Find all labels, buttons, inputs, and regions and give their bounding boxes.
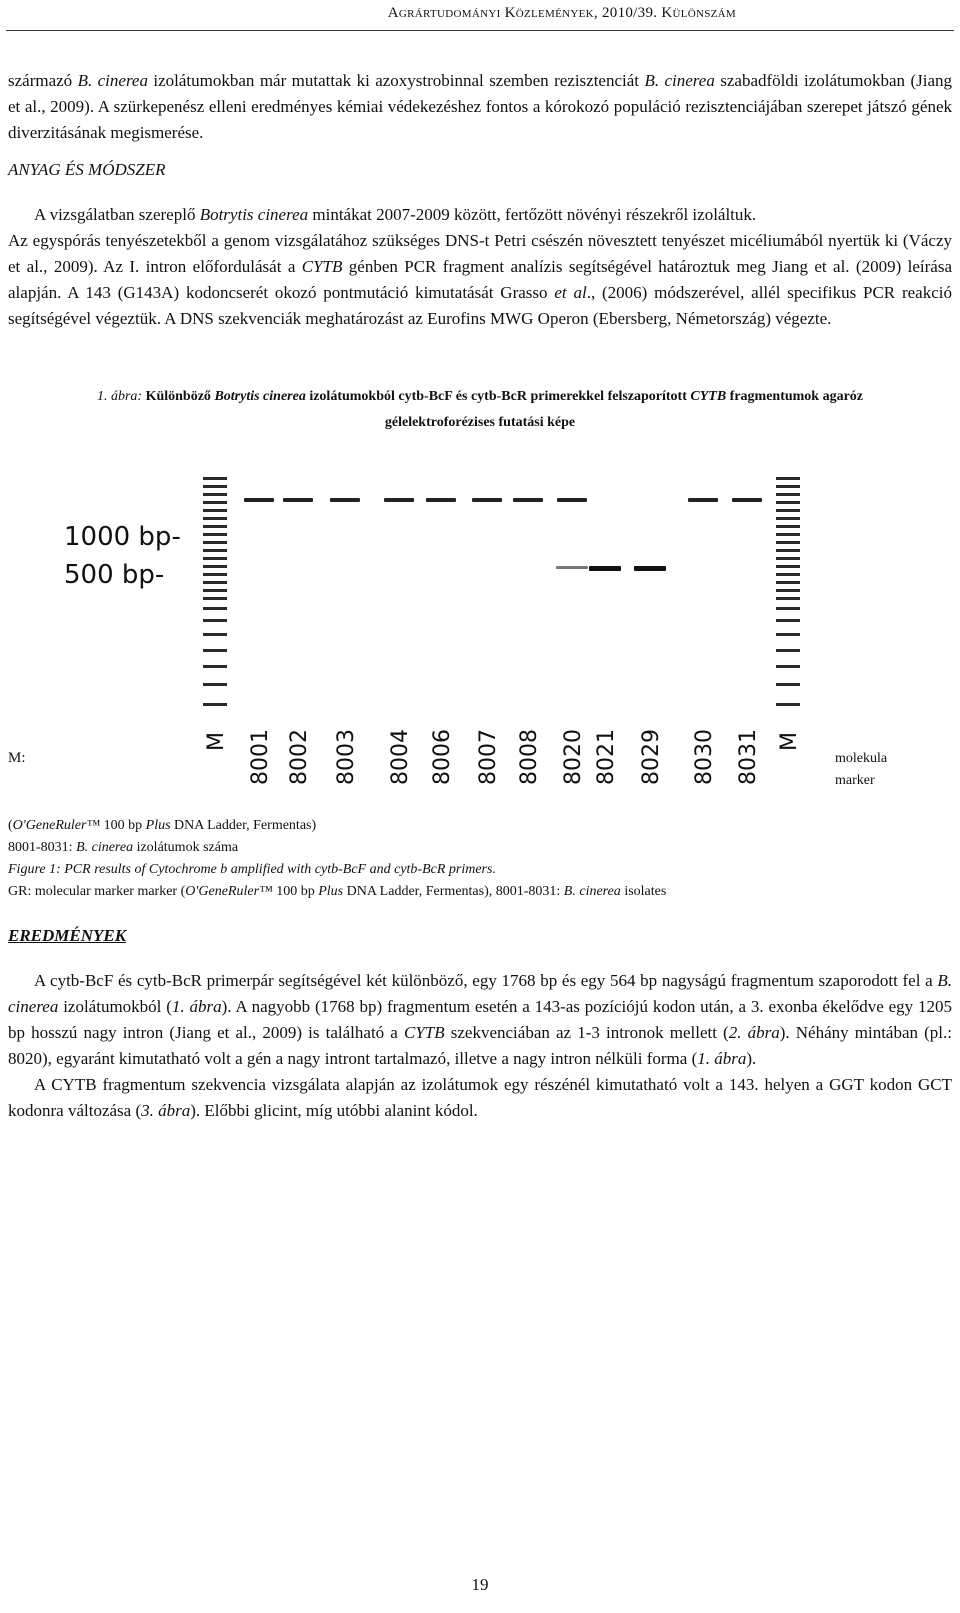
ladder-band — [203, 607, 227, 610]
lane-label-8003: 8003 — [334, 729, 359, 785]
ladder-band — [203, 703, 227, 706]
lane-label-8001: 8001 — [248, 729, 273, 785]
ladder-band — [776, 649, 800, 652]
header-rule — [6, 30, 954, 31]
gel-electrophoresis-image — [185, 465, 826, 795]
band-upper-8031 — [732, 498, 762, 502]
note-gr: GR: molecular marker marker (O'GeneRuler™ 100 bp Plus DNA Ladder, Fermentas), 8001-8031: B. cinerea isolates — [8, 884, 667, 899]
running-header — [0, 0, 960, 40]
band-lower-8021 — [589, 566, 621, 571]
ladder-band — [203, 597, 227, 600]
band-lower-8029 — [634, 566, 666, 571]
ladder-band — [776, 633, 800, 636]
ladder-band — [203, 533, 227, 536]
ladder-band — [776, 565, 800, 568]
band-upper-8020 — [557, 498, 587, 502]
lane-label-8002: 8002 — [287, 729, 312, 785]
ladder-band — [776, 683, 800, 686]
band-upper-8001 — [244, 498, 274, 502]
ladder-band — [776, 549, 800, 552]
lane-label-8004: 8004 — [388, 729, 413, 785]
ladder-band — [203, 619, 227, 622]
ladder-band — [203, 541, 227, 544]
ladder-band — [203, 683, 227, 686]
lane-label-marker-left: M — [204, 732, 229, 751]
band-upper-8003 — [330, 498, 360, 502]
ladder-band — [203, 525, 227, 528]
results-heading: EREDMÉNYEK — [8, 926, 127, 945]
ladder-band — [203, 517, 227, 520]
lane-label-8007: 8007 — [476, 729, 501, 785]
ladder-band — [203, 581, 227, 584]
ladder-band — [776, 485, 800, 488]
ladder-band — [776, 619, 800, 622]
intro-paragraph: származó B. cinerea izolátumokban már mutattak ki azoxystrobinnal szemben rezisztenciát B. cinerea szabadföldi izolátumokban (Jiang et al., 2009). A szürkepenész elleni eredményes kémiai védekezéshez fontos a kórokozó populáció rezisztenciájában szerepet játszó gének diverzitásának megismerése. — [8, 71, 952, 142]
ladder-band — [776, 573, 800, 576]
band-lower-8020 — [556, 566, 588, 569]
ladder-band — [776, 703, 800, 706]
gel-background — [185, 465, 826, 720]
journal-title: Agrártudományi Közlemények, 2010/39. Különszám — [387, 5, 736, 21]
lane-label-marker-right: M — [777, 732, 802, 751]
ladder-band — [776, 493, 800, 496]
ladder-band — [203, 509, 227, 512]
ladder-band — [776, 581, 800, 584]
band-upper-8030 — [688, 498, 718, 502]
ladder-band — [203, 557, 227, 560]
results-paragraph: A cytb-BcF és cytb-BcR primerpár segítségével két különböző, egy 1768 bp és egy 564 bp nagyságú fragmentum szaporodott fel a B. cinerea izolátumokból (1. ábra). A nagyobb (1768 bp) fragmentum esetén a 143-as pozíciójú kodon után, a 3. exonba ékelődve egy 1205 bp hosszú nagy intron (Jiang et al., 2009) is található a CYTB szekvenciában az 1-3 intronok mellett (2. ábra). Néhány mintában (pl.: 8020), egyaránt kimutatható volt a gén a nagy intront tartalmazó, illetve a nagy intron nélküli forma (1. ábra). A CYTB fragmentum szekvencia vizsgálata alapján az izolátumok egy részénél kimutatható volt a 143. helyen a GGT kodon GCT kodonra változása (3. ábra). Előbbi glicint, míg utóbbi alanint kódol. — [8, 971, 952, 1120]
note-figure-en: Figure 1: PCR results of Cytochrome b amplified with cytb-BcF and cytb-BcR primers. — [8, 862, 496, 877]
band-upper-8008 — [513, 498, 543, 502]
marker-note: molekula marker — [835, 751, 888, 788]
ladder-band — [776, 665, 800, 668]
ladder-band — [776, 589, 800, 592]
methods-paragraph: A vizsgálatban szereplő Botrytis cinerea mintákat 2007-2009 között, fertőzött növényi részekről izoláltuk. Az egyspórás tenyészetekből a genom vizsgálatához szükséges DNS-t Petri csészén növesztett tenyészet micéliumából nyertük ki (Váczy et al., 2009). Az I. intron előfordulását a CYTB génben PCR fragment analízis segítségével határoztuk meg Jiang et al. (2009) leírása alapján. A 143 (G143A) kodoncserét okozó pontmutáció kimutatását Grasso et al., (2006) módszerével, allél specifikus PCR reakció segítségével végeztük. A DNS szekvenciák meghatározást az Eurofins MWG Operon (Ebersberg, Németország) végezte. — [8, 205, 953, 328]
ladder-band — [776, 477, 800, 480]
lane-label-8031: 8031 — [736, 729, 761, 785]
lane-label-8006: 8006 — [430, 729, 455, 785]
band-upper-8006 — [426, 498, 456, 502]
ladder-band — [776, 533, 800, 536]
lane-label-8020: 8020 — [561, 729, 586, 785]
methods-heading: ANYAG ÉS MÓDSZER — [8, 160, 166, 179]
ladder-band — [203, 477, 227, 480]
lane-label-8030: 8030 — [692, 729, 717, 785]
ladder-band — [203, 549, 227, 552]
page-number: 19 — [471, 1575, 489, 1594]
note-ladder: (O'GeneRuler™ 100 bp Plus DNA Ladder, Fermentas) — [8, 818, 317, 833]
lane-labels — [204, 729, 802, 785]
ladder-band — [203, 573, 227, 576]
ladder-band — [203, 665, 227, 668]
ladder-band — [776, 557, 800, 560]
band-upper-8004 — [384, 498, 414, 502]
ladder-band — [776, 525, 800, 528]
band-upper-8007 — [472, 498, 502, 502]
ladder-band — [203, 589, 227, 592]
ladder-label-500-text: 500 bp- — [64, 560, 165, 590]
ladder-band — [203, 493, 227, 496]
ladder-band — [776, 501, 800, 504]
ladder-band — [776, 541, 800, 544]
lane-label-8008: 8008 — [517, 729, 542, 785]
figure-caption: 1. ábra: Különböző Botrytis cinerea izolátumokból cytb-BcF és cytb-BcR primerekkel felszaporított CYTB fragmentumok agaróz gélelektroforézises futatási képe — [96, 389, 864, 430]
m-label: M: — [8, 750, 26, 766]
ladder-band — [203, 565, 227, 568]
ladder-band — [776, 597, 800, 600]
note-isolates: 8001-8031: B. cinerea izolátumok száma — [8, 840, 239, 855]
lane-label-8029: 8029 — [639, 729, 664, 785]
ladder-band — [776, 517, 800, 520]
band-upper-8002 — [283, 498, 313, 502]
ladder-band — [203, 485, 227, 488]
ladder-band — [203, 633, 227, 636]
lane-label-8021: 8021 — [594, 729, 619, 785]
ladder-label-1000-text: 1000 bp- — [64, 522, 181, 552]
ladder-band — [776, 509, 800, 512]
ladder-band — [776, 607, 800, 610]
ladder-band — [203, 649, 227, 652]
ladder-band — [203, 501, 227, 504]
